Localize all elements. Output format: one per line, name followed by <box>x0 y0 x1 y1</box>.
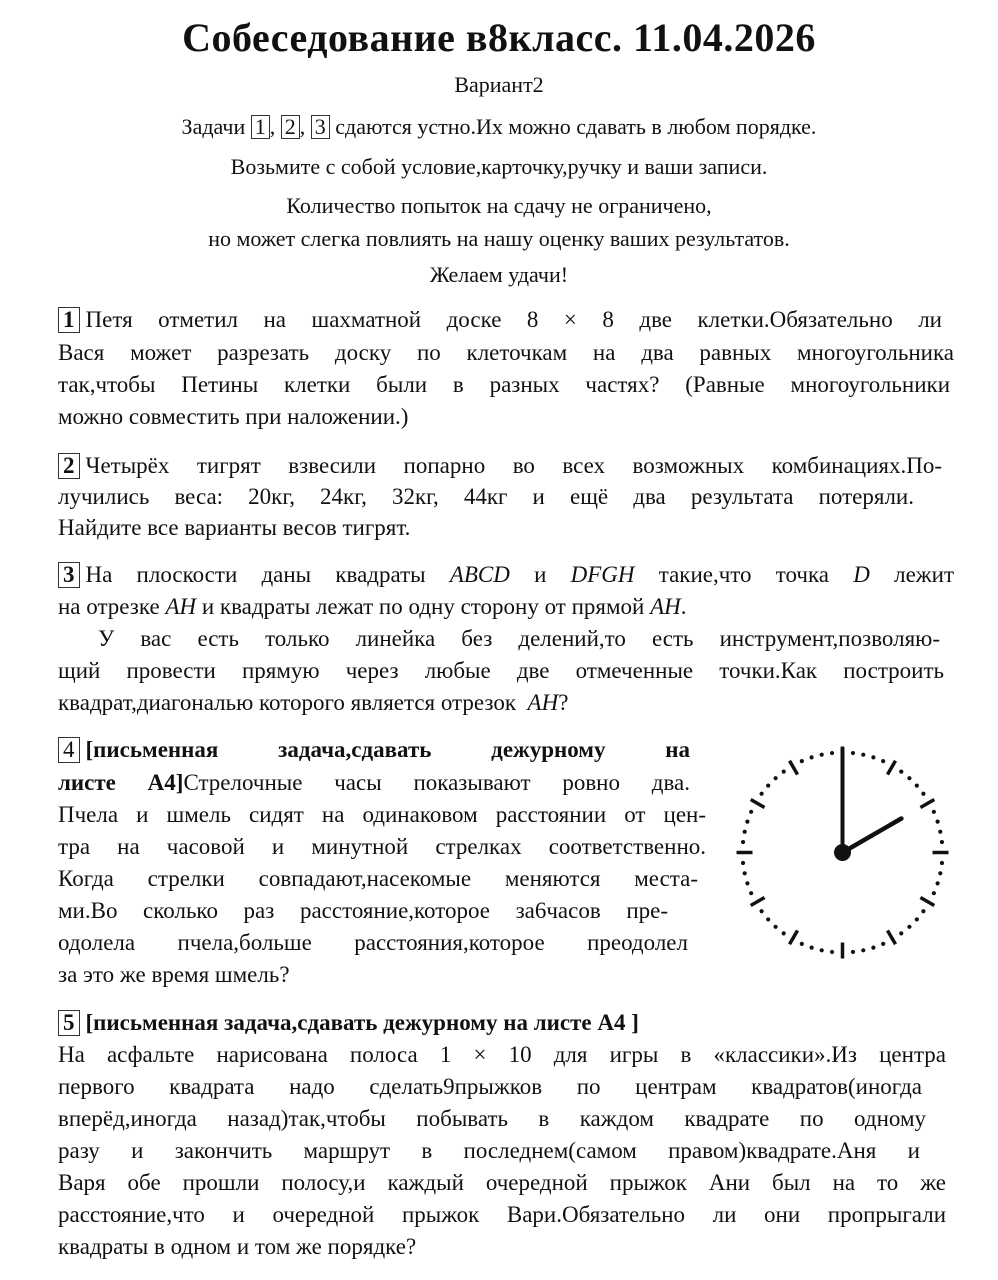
minute-dot <box>940 861 944 865</box>
intro-line-2: Возьмите с собой условие,карточку,ручку и ваши записи. <box>230 154 768 179</box>
intro-prefix: Задачи <box>181 114 246 139</box>
text-fragment: На плоскости даны квадраты <box>85 562 426 587</box>
minute-dot <box>800 759 804 763</box>
minute-dot <box>921 792 925 796</box>
hour-tick <box>888 930 896 944</box>
text-fragment: Стрелочные часы показывают ровно два. <box>183 770 690 795</box>
problem-5-line: Варя обе прошли полосу,и каждый очередной прыжок Ани был на то же <box>58 1170 946 1195</box>
hour-tick <box>751 898 765 906</box>
intro-suffix: сдаются устно.Их можно сдавать в любом порядке. <box>335 114 817 139</box>
text-fragment: квадрат,диагональю которого является отрезок <box>58 690 517 715</box>
minute-dot <box>809 946 813 950</box>
intro-line-5: Желаем удачи! <box>429 262 569 287</box>
problem-2-line <box>58 453 942 479</box>
text-fragment: и квадраты лежат по одну сторону от прямой <box>201 594 645 619</box>
problem-4-line: за это же время шмель? <box>58 962 290 987</box>
problem-4-line <box>58 770 690 796</box>
minute-dot <box>741 861 745 865</box>
problem-5-line: разу и закончить маршрут в последнем(самом правом)квадрате.Аня и <box>58 1138 920 1163</box>
hour-hand <box>843 819 902 853</box>
minute-dot <box>745 881 749 885</box>
minute-dot <box>881 942 885 946</box>
intro-line-1 <box>0 114 998 140</box>
minute-dot <box>871 755 875 759</box>
minute-dot <box>915 783 919 787</box>
minute-dot <box>861 948 865 952</box>
minute-dot <box>759 909 763 913</box>
page-title: Собеседование в8класс. 11.04.2026 <box>182 15 816 60</box>
minute-dot <box>936 881 940 885</box>
problem-5-line: На асфальте нарисована полоса 1 × 10 для игры в «классики».Из центра <box>58 1042 946 1067</box>
text-fragment: ? <box>558 690 569 715</box>
minute-dot <box>745 819 749 823</box>
problem-3-line: щий провести прямую через любые две отмеченные точки.Как построить <box>58 658 944 683</box>
minute-dot <box>851 751 855 755</box>
minute-dot <box>921 909 925 913</box>
text-fragment: и <box>534 562 547 587</box>
problem-2-line: Найдите все варианты весов тигрят. <box>58 515 411 540</box>
text-fragment: DFGH <box>570 562 635 587</box>
hour-tick <box>920 898 934 906</box>
minute-dot <box>899 769 903 773</box>
minute-dot <box>773 776 777 780</box>
problem-1-line <box>58 307 942 333</box>
minute-dot <box>782 931 786 935</box>
problem-5-line <box>58 1010 838 1036</box>
problem-5-line: квадраты в одном и том же порядке? <box>58 1234 417 1259</box>
minute-dot <box>749 891 753 895</box>
minute-dot <box>830 751 834 755</box>
problem-number: 2 <box>58 453 80 479</box>
minute-dot <box>749 810 753 814</box>
oral-task-3: 3 <box>311 115 330 139</box>
minute-dot <box>915 917 919 921</box>
intro-line-4: но может слегка повлиять на нашу оценку ваших результатов. <box>208 226 790 251</box>
minute-dot <box>782 769 786 773</box>
text-fragment: D <box>853 562 870 587</box>
text-fragment: AH <box>165 594 197 619</box>
problem-4-line: Пчела и шмель сидят на одинаковом расстоянии от цен- <box>58 802 706 827</box>
problem-4-line: тра на часовой и минутной стрелках соответственно. <box>58 834 706 859</box>
problem-4-line: ми.Во сколько раз расстояние,которое за6часов пре- <box>58 898 668 923</box>
text-fragment: лежит <box>894 562 955 587</box>
minute-dot <box>820 753 824 757</box>
minute-dot <box>741 840 745 844</box>
minute-dot <box>881 759 885 763</box>
text-fragment: [письменная задача,сдавать дежурному на <box>85 737 690 762</box>
minute-dot <box>773 925 777 929</box>
problem-3-line <box>58 690 944 716</box>
minute-dot <box>743 871 747 875</box>
clock-center <box>834 844 851 861</box>
problem-1-line: можно совместить при наложении.) <box>58 404 409 429</box>
text-fragment: ABCD <box>449 562 510 587</box>
text-fragment: AH <box>527 690 559 715</box>
minute-dot <box>940 840 944 844</box>
separator: , <box>299 114 306 139</box>
minute-dot <box>766 917 770 921</box>
problem-4-line: одолела пчела,больше расстояния,которое преодолел <box>58 930 688 955</box>
text-fragment: AH <box>650 594 681 619</box>
minute-dot <box>766 783 770 787</box>
minute-dot <box>743 830 747 834</box>
minute-dot <box>938 871 942 875</box>
minute-dot <box>820 948 824 952</box>
problem-1-line: Вася может разрезать доску по клеточкам на два равных многоугольника <box>58 340 954 365</box>
oral-task-1: 1 <box>251 115 270 139</box>
minute-dot <box>861 753 865 757</box>
variant-label: Вариант2 <box>454 72 544 97</box>
problem-3-line <box>58 562 954 588</box>
text-fragment: на отрезке <box>58 594 160 619</box>
problem-1-line: так,чтобы Петины клетки были в разных частях? (Равные многоугольники <box>58 372 950 397</box>
oral-task-2: 2 <box>281 115 300 139</box>
minute-dot <box>907 776 911 780</box>
minute-dot <box>830 950 834 954</box>
minute-dot <box>800 942 804 946</box>
hour-tick <box>790 761 798 775</box>
hour-tick <box>751 800 765 808</box>
hour-tick <box>790 930 798 944</box>
problem-4-line <box>58 737 690 763</box>
problem-3-line: У вас есть только линейка без делений,то есть инструмент,позволяю- <box>98 626 940 651</box>
text-fragment: Четырёх тигрят взвесили попарно во всех возможных комбинациях.По- <box>85 453 942 478</box>
problem-number: 3 <box>58 562 80 588</box>
minute-dot <box>932 810 936 814</box>
problem-4-line: Когда стрелки совпадают,насекомые меняются места- <box>58 866 698 891</box>
minute-dot <box>871 946 875 950</box>
minute-dot <box>932 891 936 895</box>
minute-dot <box>907 925 911 929</box>
problem-5-line: первого квадрата надо сделать9прыжков по центрам квадратов(иногда <box>58 1074 922 1099</box>
minute-dot <box>936 819 940 823</box>
hour-tick <box>888 761 896 775</box>
hour-tick <box>920 800 934 808</box>
text-fragment: Петя отметил на шахматной доске 8 × 8 две клетки.Обязательно ли <box>85 307 942 332</box>
problem-3-line <box>58 594 954 620</box>
minute-dot <box>809 755 813 759</box>
clock-icon <box>735 745 950 960</box>
separator: , <box>269 114 276 139</box>
problem-2-line: лучились веса: 20кг, 24кг, 32кг, 44кг и ещё два результата потеряли. <box>58 484 914 509</box>
intro-line-3: Количество попыток на сдачу не ограничено, <box>286 193 712 218</box>
text-fragment: листе А4] <box>58 770 184 795</box>
minute-dot <box>759 792 763 796</box>
problem-number: 4 <box>58 737 80 763</box>
minute-dot <box>851 950 855 954</box>
text-fragment: [письменная задача,сдавать дежурному на листе А4 ] <box>85 1010 639 1035</box>
problem-5-line: вперёд,иногда назад)так,чтобы побывать в каждом квадрате по одному <box>58 1106 926 1131</box>
minute-dot <box>899 931 903 935</box>
text-fragment: такие,что точка <box>658 562 830 587</box>
problem-number: 1 <box>58 307 80 333</box>
problem-number: 5 <box>58 1010 80 1036</box>
minute-dot <box>938 830 942 834</box>
text-fragment: . <box>680 594 687 619</box>
problem-5-line: расстояние,что и очередной прыжок Вари.Обязательно ли они пропрыгали <box>58 1202 946 1227</box>
